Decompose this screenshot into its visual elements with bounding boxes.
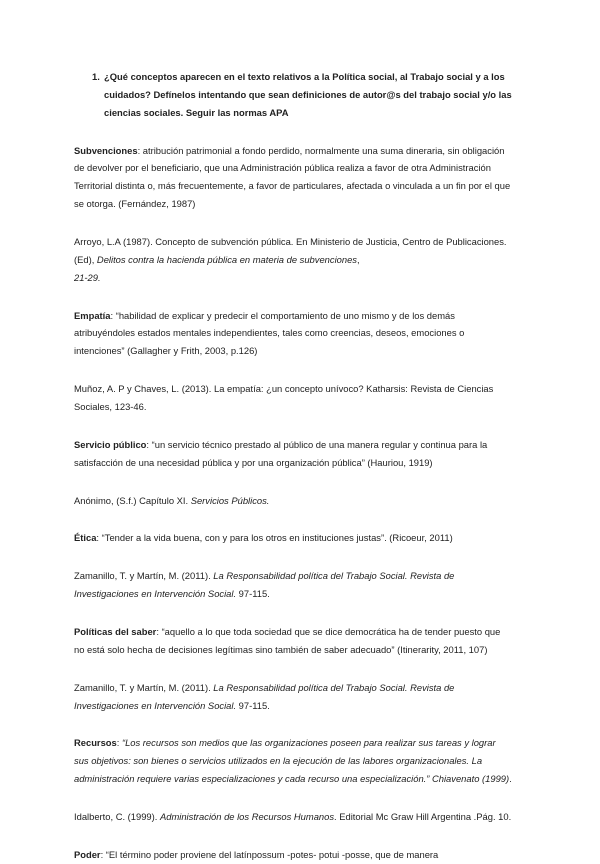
reference-anonimo xyxy=(74,492,512,510)
reference-title: Delitos contra la hacienda pública en materia de subvenciones xyxy=(96,253,357,265)
definition-text: “Los recursos son medios que las organizaciones poseen para realizar sus tareas y lograr sus objetivos: son bienes o servicios utilizados en la ejecución de las labores organizacionales. La administración requiere varias especializaciones y cada recurso una especialización.” Chiavenato (1999) xyxy=(74,737,510,785)
term: Empatía xyxy=(74,309,111,321)
reference-text: Zamanillo, T. y Martín, M. (2011). xyxy=(74,570,214,582)
definition-empatia: Empatía: “habilidad de explicar y predecir el comportamiento de uno mismo y de los demás atribuyéndoles estados mentales independientes, tales como creencias, deseos, emociones o intenciones” (Gallagher y Frith, 2003, p.126) xyxy=(74,309,465,357)
definition-subvenciones: Subvenciones: atribución patrimonial a fondo perdido, normalmente una suma dineraria, sin obligación de devolver por el beneficiario, que una Administración pública realiza a favor de otra Administración Territorial distinta o, más frecuentemente, a favor de particulares, afectada o vinculada a un fin por el que se otorga. (Fernández, 1987) xyxy=(74,144,511,210)
definition-poder: Poder: “El término poder proviene del latínpossum -potes- potui -posse, que de manera xyxy=(74,848,439,860)
reference-zamanillo: Zamanillo, T. y Martín, M. (2011). La Responsabilidad política del Trabajo Social. Revista de Investigaciones en Intervención Social. 97-115. xyxy=(74,570,455,600)
reference-idalberto: Idalberto, C. (1999). Administración de los Recursos Humanos. Editorial Mc Graw Hill Argentina .Pág. 10. xyxy=(74,811,512,823)
definition-text: “El término poder proviene del latínpossum -potes- potui -posse, que de manera xyxy=(105,848,439,860)
reference-text: Muñoz, A. P y Chaves, L. (2013). La empatía: ¿un concepto unívoco? Katharsis: Revista de Ciencias Sociales, 123-46. xyxy=(74,383,494,413)
definition-politicas-del-saber: Políticas del saber: “aquello a lo que toda sociedad que se dice democrática ha de tender puesto que no está solo hecha de decisiones legítimas sino también de saber adecuado” (Itinerarity, 2011, 107) xyxy=(74,626,501,655)
definition-text: “un servicio técnico prestado al público de una manera regular y continua para la satisfacción de una necesidad pública y por una organización pública” (Hauriou, 1919) xyxy=(74,438,488,468)
reference-text: Arroyo, L.A (1987). Concepto de subvención pública. En Ministerio de Justicia, Centro de Publicaciones. (Ed), xyxy=(74,236,507,265)
definition-text: atribución patrimonial a fondo perdido, normalmente una suma dineraria, sin obligación de devolver por el beneficiario, que una Administración pública realiza a favor de otra Administración Territorial distinta o, más frecuentemente, a favor de particulares, afectada o vinculada a un fin por el que se otorga. (Fernández, 1987) xyxy=(74,144,511,210)
term: Subvenciones xyxy=(74,144,138,156)
definition-text: “Tender a la vida buena, con y para los otros en instituciones justas”. (Ricoeur, 2011) xyxy=(101,532,453,544)
question-number: 1. xyxy=(92,71,100,82)
term: Servicio público xyxy=(74,438,147,450)
reference-text: Zamanillo, T. y Martín, M. (2011). xyxy=(74,681,214,693)
term: Poder xyxy=(74,848,101,860)
definition-recursos: Recursos: “Los recursos son medios que las organizaciones poseen para realizar sus tareas y lograr sus objetivos: son bienes o servicios utilizados en la ejecución de las labores organizacionales. La administración requiere varias especializaciones y cada recurso una especialización.” Chiavenato (1999). xyxy=(74,737,512,785)
definition-etica: Ética: “Tender a la vida buena, con y para los otros en instituciones justas”. (Ricoeur, 2011) xyxy=(74,532,453,544)
reference-title: La Responsabilidad política del Trabajo Social. Revista de Investigaciones en Intervención Social. xyxy=(74,570,455,600)
definition-text: “habilidad de explicar y predecir el comportamiento de uno mismo y de los demás atribuyéndoles estados mentales independientes, tales como creencias, deseos, emociones o intenciones” (Gallagher y Frith, 2003, p.126) xyxy=(74,309,465,357)
question-item xyxy=(92,68,512,122)
reference-text: Idalberto, C. (1999). xyxy=(74,811,160,823)
question-text: ¿Qué conceptos aparecen en el texto relativos a la Política social, al Trabajo social y a los cuidados? Defínelos intentando que sean definiciones de autor@s del trabajo social y/o las ciencias sociales. Seguir las normas APA xyxy=(104,71,512,118)
reference-title: Servicios Públicos. xyxy=(190,494,270,506)
reference-munoz xyxy=(74,380,512,416)
reference-text: Anónimo, (S.f.) Capítulo XI. xyxy=(74,494,191,506)
definition-servicio-publico: Servicio público: “un servicio técnico prestado al público de una manera regular y continua para la satisfacción de una necesidad pública y por una organización pública” (Hauriou, 1919) xyxy=(74,438,488,468)
reference-arroyo: Arroyo, L.A (1987). Concepto de subvención pública. En Ministerio de Justicia, Centro de Publicaciones. (Ed), Delitos contra la hacienda pública en materia de subvenciones, 21-29. xyxy=(74,233,512,287)
term: Ética xyxy=(74,532,97,544)
reference-zamanillo: Zamanillo, T. y Martín, M. (2011). La Responsabilidad política del Trabajo Social. Revista de Investigaciones en Intervención Social. 97-115. xyxy=(74,681,455,711)
definition-text: “aquello a lo que toda sociedad que se dice democrática ha de tender puesto que no está solo hecha de decisiones legítimas sino también de saber adecuado” (Itinerarity, 2011, 107) xyxy=(74,626,501,655)
term: Políticas del saber xyxy=(74,626,157,638)
reference-pages: 21-29. xyxy=(74,271,101,283)
term: Recursos xyxy=(74,737,117,749)
reference-title: Administración de los Recursos Humanos xyxy=(159,811,335,823)
reference-title: La Responsabilidad política del Trabajo Social. Revista de Investigaciones en Intervención Social. xyxy=(74,681,455,711)
